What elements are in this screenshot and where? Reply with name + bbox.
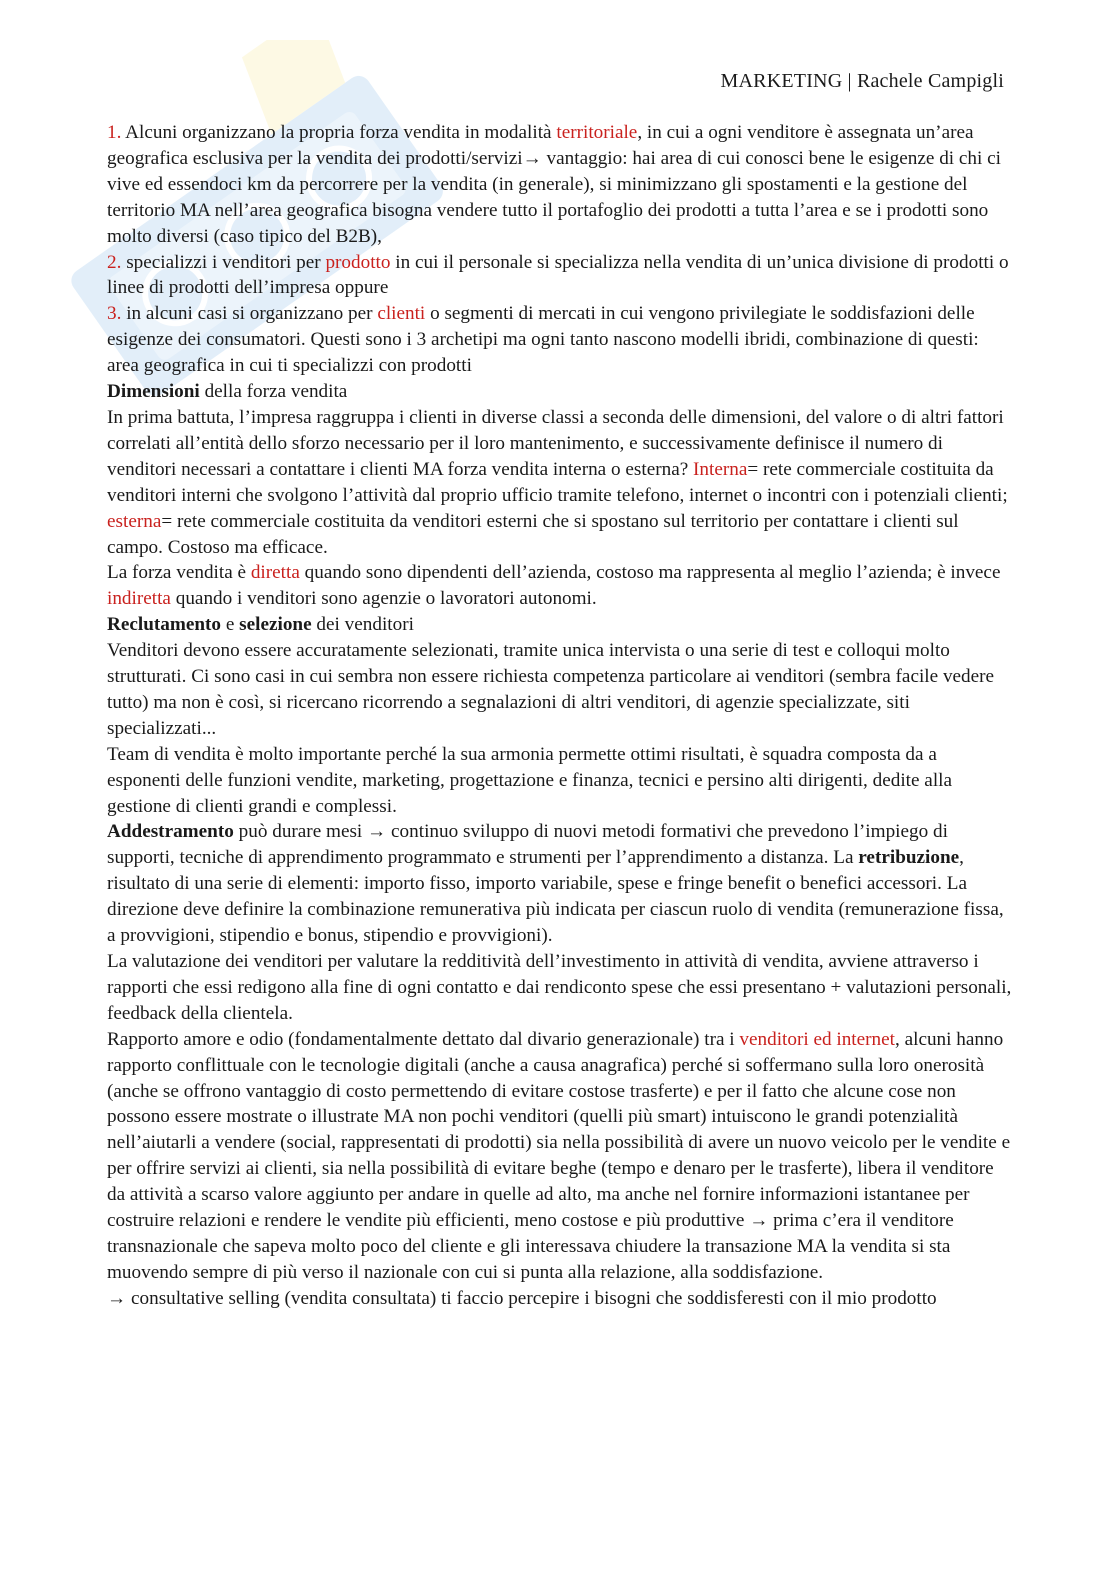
highlighted-term: 1.	[107, 122, 126, 143]
text-run: può durare mesi → continuo sviluppo di nuovi metodi formativi che prevedono l’impiego di supporti, tecniche di apprendimento programmato e strumenti per l’apprendimento a distanza. La	[107, 821, 948, 869]
text-run: = rete commerciale costituita da venditori interni che svolgono l’attività dal proprio ufficio tramite telefono, internet o incontri con i potenziali clienti;	[107, 458, 1008, 506]
paragraph	[107, 250, 1015, 302]
paragraph	[107, 379, 1015, 405]
bold-heading: Addestramento	[107, 821, 234, 843]
text-run: La forza vendita è	[107, 562, 251, 584]
text-run: quando sono dipendenti dell’azienda, costoso ma rappresenta al meglio l’azienda; è invece	[299, 562, 1001, 584]
text-run: o segmenti di mercati in cui vengono privilegiate le soddisfazioni delle esigenze dei consumatori. Questi sono i 3 archetipi ma ogni tanto nascono modelli ibridi, combinazione di questi: area geografica in cui ti specializzi con prodotti	[107, 303, 979, 377]
paragraph	[107, 560, 1015, 612]
paragraph	[107, 819, 1015, 949]
paragraph	[107, 949, 1015, 1027]
text-run: , risultato di una serie di elementi: importo fisso, importo variabile, spese e fringe benefit o benefici accessori. La direzione deve definire la combinazione remunerativa più indicata per ciascun ruolo di vendita (remunerazione fissa, a provvigioni, stipendio e bonus, stipendio e provvigioni).	[107, 847, 1004, 947]
text-run: → consultative selling (vendita consultata) ti faccio percepire i bisogni che soddisferesti con il mio prodotto	[107, 1287, 937, 1309]
text-run: in cui il personale si specializza nella vendita di un’unica divisione di prodotti o linee di prodotti dell’impresa oppure	[107, 251, 1009, 299]
text-run: dei venditori	[311, 614, 414, 636]
paragraph	[107, 509, 1015, 561]
highlighted-term: 3.	[107, 303, 127, 325]
text-run: In prima battuta, l’impresa raggruppa i clienti in diverse classi a seconda delle dimensioni, del valore o di altri fattori correlati all’entità dello sforzo necessario per il loro mantenimento, e successivamente definisce il numero di venditori necessari a contattare i clienti MA forza vendita interna o esterna?	[107, 406, 1004, 480]
paragraph	[107, 120, 1015, 250]
paragraph	[107, 638, 1015, 742]
bold-heading: retribuzione	[858, 847, 960, 869]
text-run: Team di vendita è molto importante perché la sua armonia permette ottimi risultati, è squadra composta da a esponenti delle funzioni vendite, marketing, progettazione e finanza, tecnici e persino alti dirigenti, dedite alla gestione di clienti grandi e complessi.	[107, 743, 952, 817]
bold-heading: selezione	[239, 614, 312, 636]
text-run: , alcuni hanno rapporto conflittuale con le tecnologie digitali (anche a causa anagrafica) perché si soffermano sulla loro onerosità (anche se offrono vantaggio di costo permettendo di evitare costose trasferte) e per il fatto che alcune cose non possono essere mostrate o illustrate MA non pochi venditori (quelli più smart) intuiscono le grandi potenzialità nell’aiutarli a vendere (social, rappresentati di prodotti) sia nella possibilità di avere un nuovo veicolo per le vendite e per offrire servizi ai clienti, sia nella possibilità di evitare beghe (tempo e denaro per le trasferte), libera il venditore da attività a scarso valore aggiunto per andare in quelle ad alto, ma anche nel fornire informazioni istantanee per costruire relazioni e rendere le vendite più efficienti, meno costose e più produttive → prima c’era il venditore transnazionale che sapeva molto poco del cliente e gli interessava chiudere la transazione MA la vendita si sta muovendo sempre di più verso il nazionale con cui si punta alla relazione, alla soddisfazione.	[107, 1028, 1011, 1283]
highlighted-term: Interna	[693, 458, 748, 480]
highlighted-term: esterna	[107, 510, 162, 532]
highlighted-term: indiretta	[107, 588, 171, 610]
paragraph	[107, 742, 1015, 820]
text-run: La valutazione dei venditori per valutare la redditività dell’investimento in attività di vendita, avviene attraverso i rapporti che essi redigono alla fine di ogni contatto e dai rendiconto spese che essi presentano + valutazioni personali, feedback della clientela.	[107, 951, 1012, 1024]
bold-heading: Reclutamento	[107, 614, 222, 636]
highlighted-term: diretta	[250, 562, 300, 584]
paragraph	[107, 612, 1015, 638]
page-header: MARKETING | Rachele Campigli	[720, 70, 1004, 92]
bold-heading: Dimensioni	[107, 381, 200, 403]
highlighted-term: territoriale	[556, 122, 638, 143]
text-run: specializzi i venditori per	[126, 251, 326, 273]
text-run: Rapporto amore e odio (fondamentalmente dettato dal divario generazionale) tra i	[107, 1028, 740, 1050]
text-run: in alcuni casi si organizzano per	[126, 303, 378, 325]
text-run: e	[221, 614, 240, 636]
paragraph	[107, 405, 1015, 509]
paragraph	[107, 1286, 1015, 1312]
highlighted-term: 2.	[107, 251, 127, 273]
highlighted-term: venditori ed internet	[739, 1028, 895, 1050]
highlighted-term: clienti	[377, 303, 426, 325]
paragraph	[107, 1027, 1015, 1286]
document-body	[107, 120, 1015, 1312]
text-run: Venditori devono essere accuratamente selezionati, tramite unica intervista o una serie di test e colloqui molto strutturati. Ci sono casi in cui sembra non essere richiesta competenza particolare ai venditori (sembra facile vedere tutto) ma non è così, si ricercano ricorrendo a segnalazioni di altri venditori, di agenzie specializzate, siti specializzati...	[107, 640, 995, 739]
text-run: della forza vendita	[199, 381, 348, 403]
highlighted-term: prodotto	[325, 251, 391, 273]
text-run: = rete commerciale costituita da venditori esterni che si spostano sul territorio per contattare i clienti sul campo. Costoso ma efficace.	[107, 510, 959, 558]
paragraph	[107, 301, 1015, 379]
text-run: , in cui a ogni venditore è assegnata un’area geografica esclusiva per la vendita dei prodotti/servizi→ vantaggio: hai area di cui conosci bene le esigenze di chi ci vive ed essendoci km da percorrere per la vendita (in generale), si minimizzano gli spostamenti e la gestione del territorio MA nell’area geografica bisogna vendere tutto il portafoglio dei prodotti a tutta l’area e se i prodotti sono molto diversi (caso tipico del B2B),	[107, 122, 1001, 247]
text-run: Alcuni organizzano la propria forza vendita in modalità	[125, 122, 557, 143]
text-run: quando i venditori sono agenzie o lavoratori autonomi.	[170, 588, 597, 610]
